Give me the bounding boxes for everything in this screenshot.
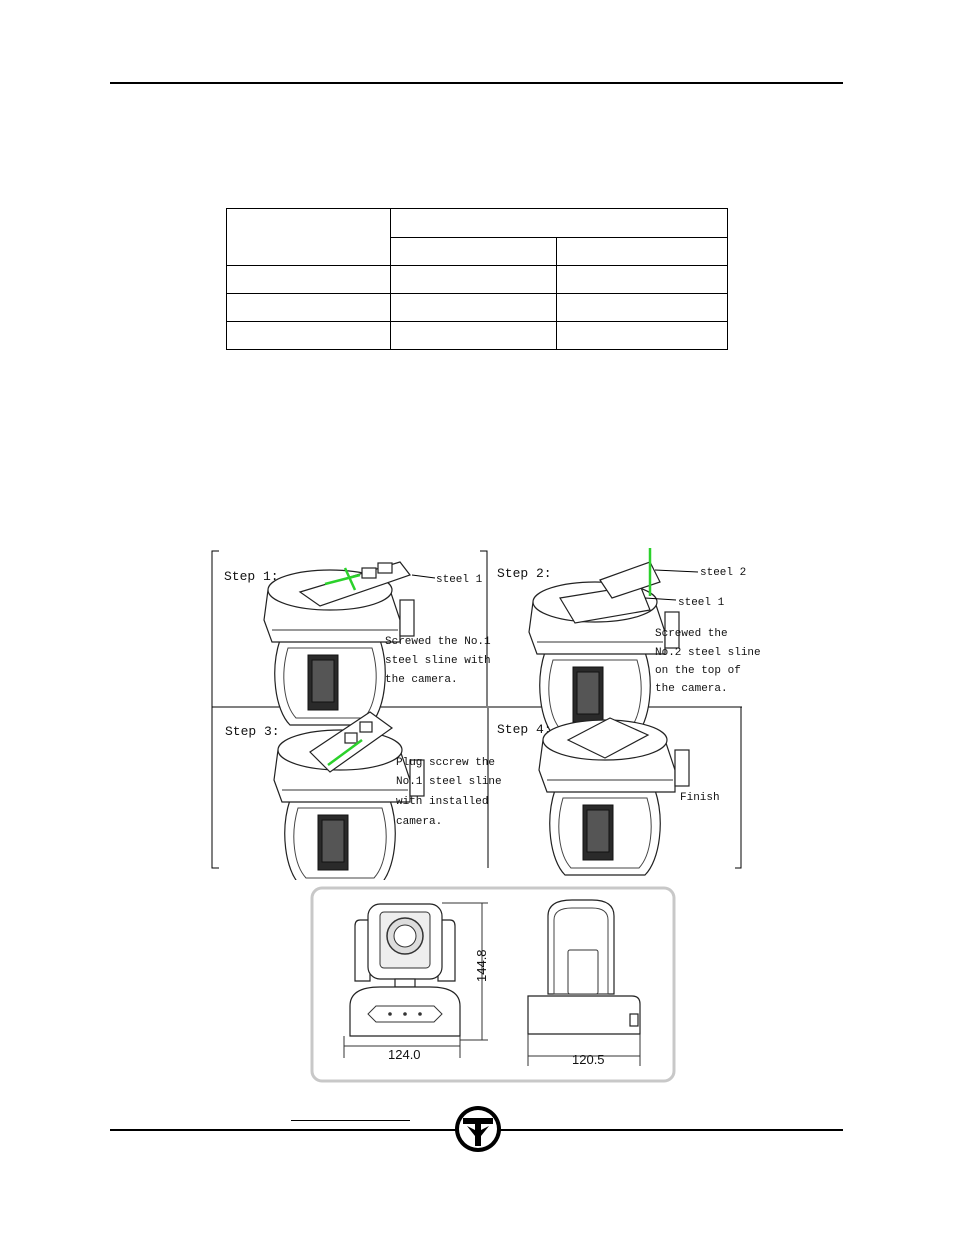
step-4-title: Step 4: — [497, 722, 552, 737]
step-3-desc-line: camera. — [396, 816, 443, 828]
step-2-desc-line: the camera. — [655, 683, 728, 695]
drawing-frame — [312, 888, 674, 1081]
dimension-drawing — [310, 886, 676, 1084]
step-2-title: Step 2: — [497, 566, 552, 581]
step-3-desc-line: Plug sccrew the — [396, 757, 496, 769]
step-2-desc-line: on the top of — [655, 665, 741, 677]
step-2-callout-b: steel 1 — [678, 597, 725, 609]
step-1-desc-line: steel sline with — [385, 655, 491, 667]
front-width-label: 124.0 — [388, 1047, 421, 1062]
step-3-desc-line: No.1 steel sline — [396, 776, 502, 788]
step-1-panel — [224, 562, 491, 725]
side-width-label: 120.5 — [572, 1052, 605, 1067]
step-4-desc-line: Finish — [680, 792, 720, 804]
height-label: 144.8 — [474, 949, 489, 982]
step-4-panel — [497, 718, 720, 875]
step-2-panel — [497, 548, 761, 737]
step-1-desc-line: the camera. — [385, 674, 458, 686]
step-2-callout-a: steel 2 — [700, 567, 747, 579]
step-3-desc-line: with installed — [396, 796, 489, 808]
step-3-title: Step 3: — [225, 724, 280, 739]
step-1-title: Step 1: — [224, 569, 279, 584]
step-1-callout: steel 1 — [436, 574, 483, 586]
step-2-desc-line: Screwed the — [655, 628, 728, 640]
footer-link-underline — [291, 1120, 410, 1121]
company-logo-icon — [453, 1104, 503, 1154]
step-2-desc-line: No.2 steel sline — [655, 647, 761, 659]
step-1-desc-line: Screwed the No.1 — [385, 636, 491, 648]
step-3-panel — [225, 712, 502, 880]
